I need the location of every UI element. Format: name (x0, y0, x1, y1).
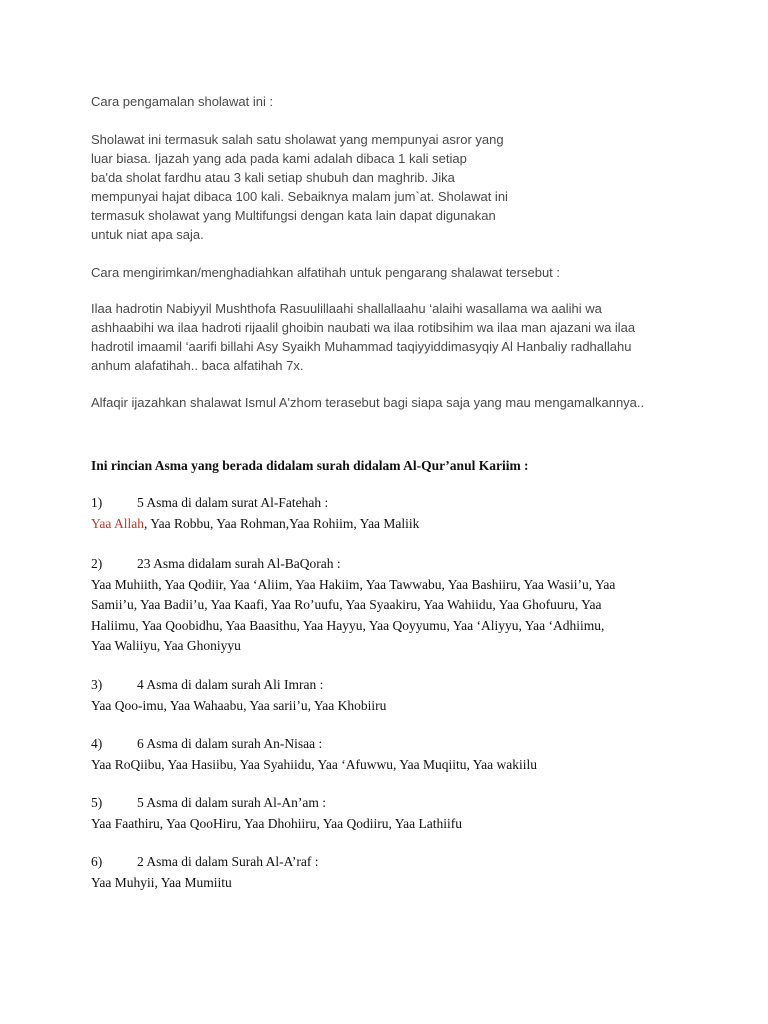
list-item-title-line (91, 793, 462, 814)
list-item-title-line (91, 734, 537, 755)
intro-paragraph-3 (91, 299, 635, 375)
paragraph-line: Alfaqir ijazahkan shalawat Ismul A'zhom terasebut bagi siapa saja yang mau mengamalkannya.. (91, 395, 645, 410)
paragraph-line: luar biasa. Ijazah yang ada pada kami adalah dibaca 1 kali setiap (91, 151, 467, 166)
list-item-title: 2 Asma di dalam Surah Al-A’raf : (137, 854, 319, 869)
list-item-title-line (91, 554, 615, 575)
list-item (91, 675, 386, 716)
paragraph-line: Cara mengirimkan/menghadiahkan alfatihah untuk pengarang shalawat tersebut : (91, 265, 561, 280)
paragraph-line: mempunyai hajat dibaca 100 kali. Sebaiknya malam jum`at. Sholawat ini (91, 189, 508, 204)
list-item-number: 4) (91, 736, 103, 751)
paragraph-line: Ilaa hadrotin Nabiyyil Mushthofa Rasuulillaahi shallallaahu ‘alaihi wasallama wa aalihi wa (91, 301, 602, 316)
list-item (91, 554, 615, 657)
highlight-name: Yaa Allah (91, 515, 145, 531)
list-item-number: 5) (91, 795, 103, 810)
list-item-number: 1) (91, 495, 103, 510)
list-item-names: Yaa Muhyii, Yaa Mumiitu (91, 874, 232, 890)
list-item-title: 5 Asma di dalam surat Al-Fatehah : (137, 495, 329, 510)
intro-title (91, 92, 273, 111)
paragraph-line: Sholawat ini termasuk salah satu sholawat yang mempunyai asror yang (91, 132, 504, 147)
paragraph-line: termasuk sholawat yang Multifungsi dengan kata lain dapat digunakan (91, 208, 496, 223)
list-item-title-line (91, 675, 386, 696)
list-item (91, 734, 537, 775)
list-item-title: 6 Asma di dalam surah An-Nisaa : (137, 736, 323, 751)
list-item (91, 493, 419, 534)
list-item-names: Yaa RoQiibu, Yaa Hasiibu, Yaa Syahiidu, Yaa ‘Afuwwu, Yaa Muqiitu, Yaa wakiilu (91, 756, 538, 772)
list-item-title-line (91, 852, 318, 873)
list-item-number: 3) (91, 677, 103, 692)
rincian-heading-text: Ini rincian Asma yang berada didalam surah didalam Al-Qur’anul Kariim : (91, 458, 529, 473)
list-item-names: Yaa Waliiyu, Yaa Ghoniyyu (91, 638, 241, 653)
list-item-number: 6) (91, 854, 103, 869)
intro-paragraph-1 (91, 130, 508, 244)
intro-paragraph-4 (91, 393, 644, 412)
list-item-names: Yaa Qoo-imu, Yaa Wahaabu, Yaa sarii’u, Yaa Khobiiru (91, 697, 387, 713)
intro-paragraph-2 (91, 263, 560, 282)
paragraph-line: untuk niat apa saja. (91, 227, 204, 242)
list-item-title-line (91, 493, 419, 514)
paragraph-line: anhum alafatihah.. baca alfatihah 7x. (91, 358, 304, 373)
paragraph-line: ashhaabihi wa ilaa hadroti rijaalil ghoibin naubati wa ilaa rotibsihim wa ilaa man ajazani wa ilaa (91, 320, 636, 335)
list-item-title: 4 Asma di dalam surah Ali Imran : (137, 677, 324, 692)
list-item (91, 852, 318, 893)
list-item-names: Haliimu, Yaa Qoobidhu, Yaa Baasithu, Yaa Hayyu, Yaa Qoyyumu, Yaa ‘Aliyyu, Yaa ‘Adhiimu, (91, 617, 605, 633)
list-item-names: Yaa Faathiru, Yaa QooHiru, Yaa Dhohiiru, Yaa Qodiiru, Yaa Lathiifu (91, 815, 462, 831)
intro-title-text: Cara pengamalan sholawat ini : (91, 94, 274, 109)
names-text: , Yaa Robbu, Yaa Rohman,Yaa Rohiim, Yaa Maliik (144, 515, 420, 531)
list-item-names: Samii’u, Yaa Badii’u, Yaa Kaafi, Yaa Ro’uufu, Yaa Syaakiru, Yaa Wahiidu, Yaa Ghofuuru, Yaa (91, 597, 602, 612)
list-item-title: 5 Asma di dalam surah Al-An’am : (137, 795, 326, 810)
list-item (91, 793, 462, 834)
paragraph-line: hadrotil imaamil ‘aarifi billahi Asy Syaikh Muhammad taqiyyiddimasyqiy Al Hanbaliy radhallahu (91, 339, 632, 354)
list-item-title: 23 Asma didalam surah Al-BaQorah : (137, 556, 341, 571)
rincian-heading (91, 456, 529, 477)
paragraph-line: ba'da sholat fardhu atau 3 kali setiap shubuh dan maghrib. Jika (91, 170, 455, 185)
list-item-names (91, 514, 419, 535)
list-item-number: 2) (91, 556, 103, 571)
list-item-names: Yaa Muhiith, Yaa Qodiir, Yaa ‘Aliim, Yaa Hakiim, Yaa Tawwabu, Yaa Bashiiru, Yaa Wasii’u, Yaa (91, 576, 616, 592)
